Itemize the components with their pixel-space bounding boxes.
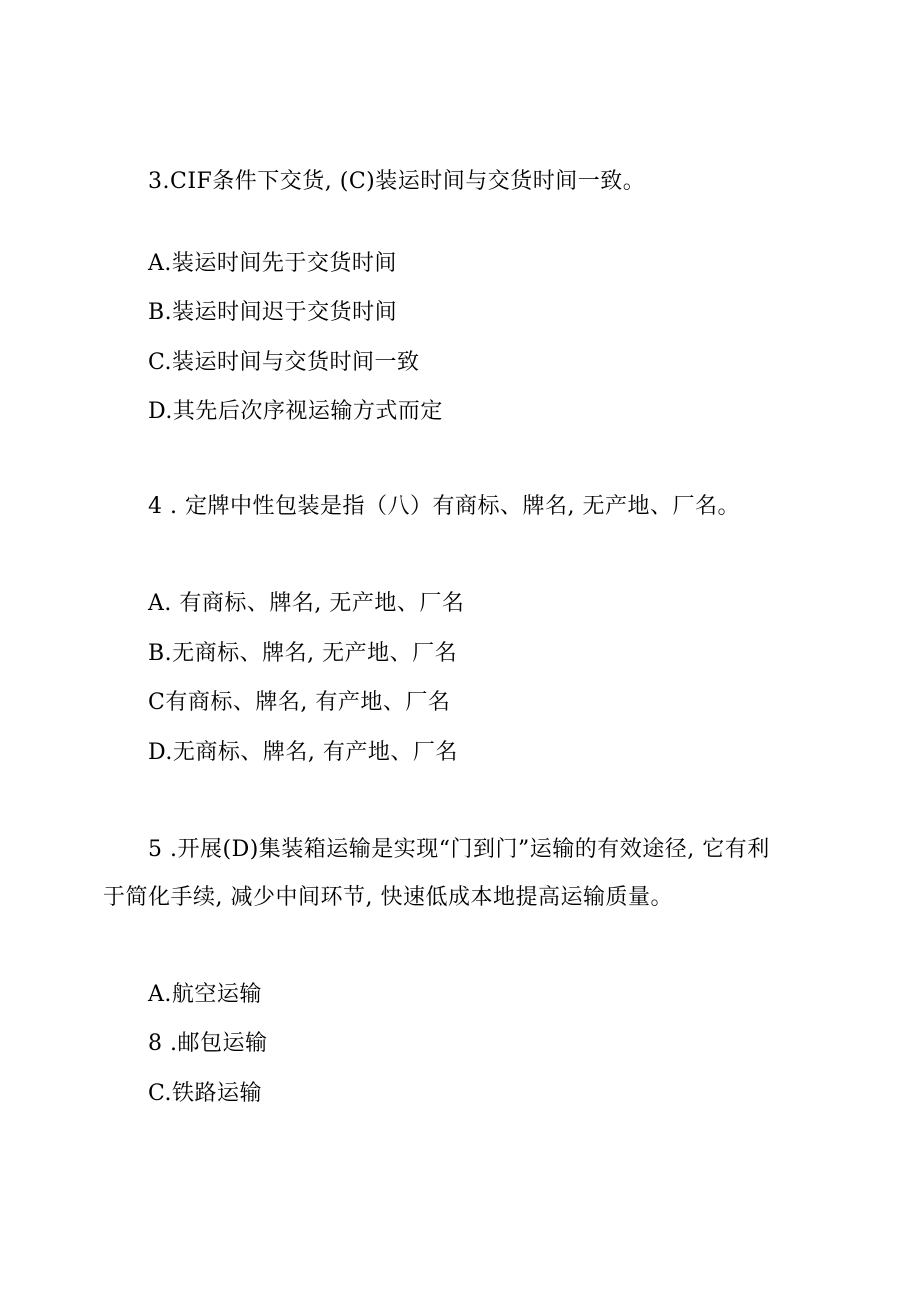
question-4-option-c: C有商标、牌名, 有产地、厂名 (148, 690, 451, 715)
question-4-option-a: A. 有商标、牌名, 无产地、厂名 (148, 591, 465, 616)
question-5-option-b: 8 .邮包运输 (148, 1031, 268, 1056)
question-3-stem: 3.CIF条件下交货, (C)装运时间与交货时间一致。 (148, 169, 646, 194)
question-5-option-a: A.航空运输 (148, 982, 262, 1007)
question-4-stem: 4 . 定牌中性包装是指（八）有商标、牌名, 无产地、厂名。 (148, 494, 740, 519)
question-3-option-d: D.其先后次序视运输方式而定 (148, 399, 443, 424)
question-3-option-c: C.装运时间与交货时间一致 (148, 350, 420, 375)
question-5-stem-line-1: 5 .开展(D)集装箱运输是实现“门到门”运输的有效途径, 它有利 (148, 837, 770, 862)
question-4-option-d: D.无商标、牌名, 有产地、厂名 (148, 740, 458, 765)
question-3-option-a: A.装运时间先于交货时间 (148, 251, 397, 276)
question-4-option-b: B.无商标、牌名, 无产地、厂名 (148, 641, 458, 666)
question-3-option-b: B.装运时间迟于交货时间 (148, 300, 398, 325)
question-5-option-c: C.铁路运输 (148, 1081, 263, 1106)
question-5-stem-line-2: 于简化手续, 减少中间环节, 快速低成本地提高运输质量。 (103, 885, 673, 910)
